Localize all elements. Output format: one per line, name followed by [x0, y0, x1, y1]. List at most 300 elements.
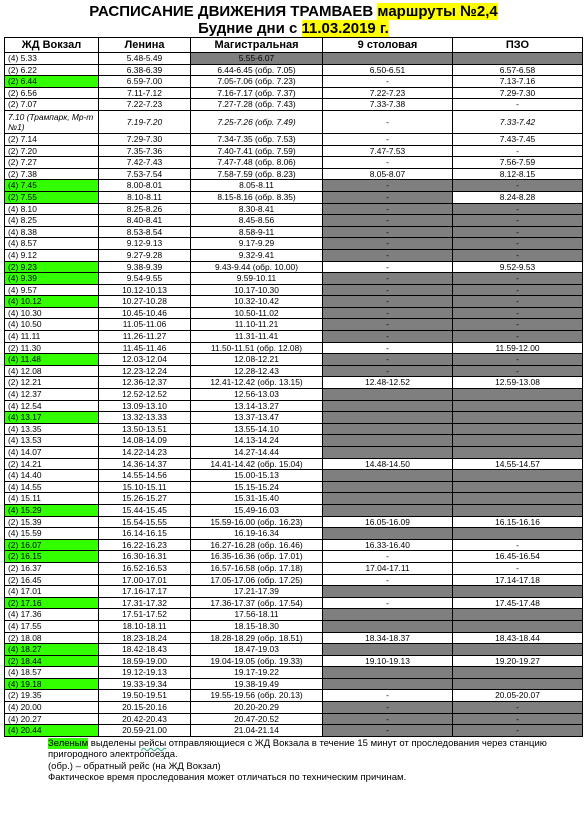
- table-row: [5, 180, 583, 192]
- table-cell: (4) 13.53: [5, 435, 99, 447]
- table-cell: 7.47-7.48 (обр. 8.06): [191, 157, 323, 169]
- table-cell: -: [323, 273, 453, 285]
- table-cell: 18.59-19.00: [99, 655, 191, 667]
- table-cell: (4) 20.44: [5, 725, 99, 737]
- table-cell: 14.55-14.56: [99, 470, 191, 482]
- table-cell: (4) 12.54: [5, 400, 99, 412]
- table-cell: 16.35-16.36 (обр. 17.01): [191, 551, 323, 563]
- table-cell: -: [323, 319, 453, 331]
- table-cell: (4) 19.18: [5, 678, 99, 690]
- table-cell: 17.05-17.06 (обр. 17.25): [191, 574, 323, 586]
- table-row: [5, 644, 583, 656]
- table-cell: 10.32-10.42: [191, 296, 323, 308]
- table-row: [5, 562, 583, 574]
- table-cell: -: [323, 226, 453, 238]
- table-cell: 20.47-20.52: [191, 713, 323, 725]
- table-cell: 19.55-19.56 (обр. 20.13): [191, 690, 323, 702]
- table-cell: 8.24-8.28: [453, 191, 583, 203]
- table-cell: 11.31-11.41: [191, 331, 323, 343]
- table-cell: (4) 13.17: [5, 412, 99, 424]
- table-cell: -: [453, 226, 583, 238]
- table-cell: 12.28-12.43: [191, 365, 323, 377]
- table-cell: 12.23-12.24: [99, 365, 191, 377]
- table-row: [5, 145, 583, 157]
- table-cell: 6.59-7.00: [99, 76, 191, 88]
- table-cell: (4) 5.33: [5, 53, 99, 65]
- table-cell: 15.54-15.55: [99, 516, 191, 528]
- table-cell: -: [453, 238, 583, 250]
- table-cell: 11.45-11.46: [99, 342, 191, 354]
- table-cell: 15.26-15.27: [99, 493, 191, 505]
- table-cell: [453, 667, 583, 679]
- table-cell: 17.14-17.18: [453, 574, 583, 586]
- table-cell: 16.45-16.54: [453, 551, 583, 563]
- table-cell: 15.10-15.11: [99, 481, 191, 493]
- table-cell: (4) 10.50: [5, 319, 99, 331]
- table-cell: -: [453, 273, 583, 285]
- table-cell: (4) 10.30: [5, 307, 99, 319]
- table-cell: [323, 620, 453, 632]
- table-cell: 14.27-14.44: [191, 447, 323, 459]
- table-cell: -: [453, 307, 583, 319]
- col-header-lenina: Ленина: [99, 38, 191, 53]
- table-cell: 18.42-18.43: [99, 644, 191, 656]
- table-row: [5, 678, 583, 690]
- table-cell: 13.09-13.10: [99, 400, 191, 412]
- table-cell: 8.45-8.56: [191, 215, 323, 227]
- table-row: [5, 133, 583, 145]
- table-cell: 7.53-7.54: [99, 168, 191, 180]
- table-cell: (2) 16.15: [5, 551, 99, 563]
- table-cell: 7.40-7.41 (обр. 7.59): [191, 145, 323, 157]
- table-cell: 8.15-8.16 (обр. 8.35): [191, 191, 323, 203]
- table-cell: (2) 7.55: [5, 191, 99, 203]
- table-cell: [323, 481, 453, 493]
- table-cell: 18.15-18.30: [191, 620, 323, 632]
- table-cell: 10.45-10.46: [99, 307, 191, 319]
- table-cell: -: [453, 215, 583, 227]
- table-cell: 8.12-8.15: [453, 168, 583, 180]
- table-cell: [453, 586, 583, 598]
- table-cell: -: [323, 551, 453, 563]
- table-cell: 7.33-7.38: [323, 99, 453, 111]
- table-cell: 7.25-7.26 (обр. 7.49): [191, 110, 323, 133]
- table-cell: (2) 9.23: [5, 261, 99, 273]
- col-header-pzo: ПЗО: [453, 38, 583, 53]
- table-cell: -: [323, 354, 453, 366]
- footnote-actual-time: Фактическое время проследования может отличаться по техническим причинам.: [48, 772, 407, 784]
- table-cell: -: [453, 249, 583, 261]
- table-cell: 7.16-7.17 (обр. 7.37): [191, 87, 323, 99]
- table-cell: -: [453, 180, 583, 192]
- table-cell: [323, 423, 453, 435]
- table-cell: (4) 15.29: [5, 504, 99, 516]
- table-cell: (2) 14.21: [5, 458, 99, 470]
- table-cell: -: [453, 319, 583, 331]
- table-cell: 6.50-6.51: [323, 64, 453, 76]
- table-cell: 16.57-16.58 (обр. 17.18): [191, 562, 323, 574]
- table-header-row: [5, 38, 583, 53]
- table-cell: 7.10 (Трампарк, Мр-т №1): [5, 110, 99, 133]
- table-row: [5, 365, 583, 377]
- table-cell: 20.05-20.07: [453, 690, 583, 702]
- table-cell: 18.47-19.03: [191, 644, 323, 656]
- table-cell: 18.43-18.44: [453, 632, 583, 644]
- table-row: [5, 481, 583, 493]
- table-cell: 16.33-16.40: [323, 539, 453, 551]
- table-cell: 17.56-18.11: [191, 609, 323, 621]
- table-cell: 19.20-19.27: [453, 655, 583, 667]
- table-cell: (2) 7.07: [5, 99, 99, 111]
- table-cell: [323, 447, 453, 459]
- table-cell: (4) 13.35: [5, 423, 99, 435]
- table-row: [5, 87, 583, 99]
- table-cell: 12.56-13.03: [191, 389, 323, 401]
- table-cell: [453, 53, 583, 65]
- footnote-green-word: Зеленым: [48, 737, 89, 749]
- table-cell: (4) 9.57: [5, 284, 99, 296]
- table-cell: 12.52-12.52: [99, 389, 191, 401]
- table-cell: (2) 16.37: [5, 562, 99, 574]
- table-cell: -: [453, 562, 583, 574]
- table-cell: 13.55-14.10: [191, 423, 323, 435]
- table-row: [5, 539, 583, 551]
- table-cell: 7.58-7.59 (обр. 8.23): [191, 168, 323, 180]
- table-cell: [323, 678, 453, 690]
- table-cell: 17.45-17.48: [453, 597, 583, 609]
- table-cell: [453, 389, 583, 401]
- table-cell: (4) 12.37: [5, 389, 99, 401]
- table-cell: (4) 8.25: [5, 215, 99, 227]
- table-cell: 16.05-16.09: [323, 516, 453, 528]
- table-cell: 8.25-8.26: [99, 203, 191, 215]
- table-cell: [453, 470, 583, 482]
- table-row: [5, 226, 583, 238]
- table-cell: 21.04-21.14: [191, 725, 323, 737]
- table-cell: 9.38-9.39: [99, 261, 191, 273]
- table-cell: -: [453, 539, 583, 551]
- table-cell: 9.32-9.41: [191, 249, 323, 261]
- schedule-subtitle: [0, 20, 587, 37]
- table-cell: 12.03-12.04: [99, 354, 191, 366]
- table-row: [5, 702, 583, 714]
- table-cell: 10.17-10.30: [191, 284, 323, 296]
- table-cell: -: [453, 284, 583, 296]
- table-row: [5, 632, 583, 644]
- table-cell: 7.35-7.36: [99, 145, 191, 157]
- table-cell: -: [323, 702, 453, 714]
- table-cell: 9.17-9.29: [191, 238, 323, 250]
- table-cell: -: [453, 725, 583, 737]
- table-cell: [323, 389, 453, 401]
- table-row: [5, 667, 583, 679]
- table-cell: 7.22-7.23: [323, 87, 453, 99]
- table-cell: -: [323, 307, 453, 319]
- table-cell: (2) 18.44: [5, 655, 99, 667]
- table-row: [5, 528, 583, 540]
- table-cell: (4) 15.11: [5, 493, 99, 505]
- table-cell: -: [323, 296, 453, 308]
- table-cell: 17.31-17.32: [99, 597, 191, 609]
- footnotes: [48, 738, 587, 784]
- table-cell: 12.59-13.08: [453, 377, 583, 389]
- table-cell: [323, 644, 453, 656]
- table-cell: 13.50-13.51: [99, 423, 191, 435]
- table-row: [5, 64, 583, 76]
- table-cell: 8.00-8.01: [99, 180, 191, 192]
- table-cell: 13.37-13.47: [191, 412, 323, 424]
- table-cell: [453, 435, 583, 447]
- table-row: [5, 203, 583, 215]
- table-cell: 8.30-8.41: [191, 203, 323, 215]
- table-cell: 16.19-16.34: [191, 528, 323, 540]
- table-row: [5, 447, 583, 459]
- table-row: [5, 238, 583, 250]
- table-cell: 11.50-11.51 (обр. 12.08): [191, 342, 323, 354]
- table-cell: 16.14-16.15: [99, 528, 191, 540]
- table-cell: (2) 7.38: [5, 168, 99, 180]
- table-cell: 6.57-6.58: [453, 64, 583, 76]
- table-cell: 17.36-17.37 (обр. 17.54): [191, 597, 323, 609]
- table-cell: (4) 15.59: [5, 528, 99, 540]
- table-cell: -: [323, 284, 453, 296]
- table-cell: [453, 412, 583, 424]
- table-row: [5, 168, 583, 180]
- table-cell: [323, 586, 453, 598]
- table-cell: (4) 11.48: [5, 354, 99, 366]
- table-row: [5, 516, 583, 528]
- table-cell: -: [323, 342, 453, 354]
- table-cell: (4) 17.01: [5, 586, 99, 598]
- table-cell: 7.42-7.43: [99, 157, 191, 169]
- table-cell: 15.31-15.40: [191, 493, 323, 505]
- table-cell: -: [323, 249, 453, 261]
- table-cell: (4) 11.11: [5, 331, 99, 343]
- table-cell: 9.54-9.55: [99, 273, 191, 285]
- table-cell: 17.21-17.39: [191, 586, 323, 598]
- table-cell: (4) 17.36: [5, 609, 99, 621]
- table-cell: [453, 504, 583, 516]
- table-row: [5, 400, 583, 412]
- table-cell: (4) 9.39: [5, 273, 99, 285]
- table-cell: 7.05-7.06 (обр. 7.23): [191, 76, 323, 88]
- table-cell: [453, 620, 583, 632]
- table-row: [5, 319, 583, 331]
- table-cell: (2) 7.20: [5, 145, 99, 157]
- table-row: [5, 377, 583, 389]
- schedule-table: [4, 37, 583, 737]
- table-cell: 18.34-18.37: [323, 632, 453, 644]
- table-cell: 15.00-15.13: [191, 470, 323, 482]
- table-cell: 12.36-12.37: [99, 377, 191, 389]
- table-cell: (4) 17.55: [5, 620, 99, 632]
- table-row: [5, 504, 583, 516]
- table-cell: 19.10-19.13: [323, 655, 453, 667]
- table-cell: 20.59-21.00: [99, 725, 191, 737]
- footnote-return-trip: (обр.) – обратный рейс (на ЖД Вокзал): [48, 760, 221, 772]
- footnote-text: выделены: [88, 737, 139, 749]
- table-cell: (4) 8.10: [5, 203, 99, 215]
- table-cell: 9.12-9.13: [99, 238, 191, 250]
- table-cell: 15.44-15.45: [99, 504, 191, 516]
- table-cell: -: [453, 331, 583, 343]
- table-cell: (4) 9.12: [5, 249, 99, 261]
- table-row: [5, 655, 583, 667]
- table-cell: -: [453, 203, 583, 215]
- table-cell: [453, 644, 583, 656]
- table-cell: -: [453, 702, 583, 714]
- table-row: [5, 307, 583, 319]
- table-cell: 19.33-19.34: [99, 678, 191, 690]
- title-routes: маршруты №2,4: [377, 3, 498, 20]
- table-cell: -: [323, 215, 453, 227]
- table-row: [5, 725, 583, 737]
- table-cell: 19.12-19.13: [99, 667, 191, 679]
- table-cell: 7.19-7.20: [99, 110, 191, 133]
- table-cell: 16.30-16.31: [99, 551, 191, 563]
- table-row: [5, 412, 583, 424]
- table-cell: 6.38-6.39: [99, 64, 191, 76]
- table-cell: 14.41-14.42 (обр. 15.04): [191, 458, 323, 470]
- subtitle-date: 11.03.2019 г.: [301, 20, 389, 37]
- table-cell: -: [323, 191, 453, 203]
- table-cell: -: [453, 713, 583, 725]
- col-header-zhd-vokzal: ЖД Вокзал: [5, 38, 99, 53]
- table-cell: 12.48-12.52: [323, 377, 453, 389]
- table-cell: 7.13-7.16: [453, 76, 583, 88]
- table-cell: (2) 17.16: [5, 597, 99, 609]
- table-cell: -: [323, 725, 453, 737]
- table-cell: (2) 12.21: [5, 377, 99, 389]
- table-cell: [323, 493, 453, 505]
- table-cell: 13.14-13.27: [191, 400, 323, 412]
- table-row: [5, 435, 583, 447]
- table-cell: 15.15-15.24: [191, 481, 323, 493]
- table-cell: 19.17-19.22: [191, 667, 323, 679]
- table-cell: -: [323, 203, 453, 215]
- table-cell: [323, 412, 453, 424]
- table-cell: -: [323, 574, 453, 586]
- table-cell: 16.15-16.16: [453, 516, 583, 528]
- table-cell: 14.08-14.09: [99, 435, 191, 447]
- table-cell: (2) 7.14: [5, 133, 99, 145]
- table-cell: -: [323, 365, 453, 377]
- table-row: [5, 620, 583, 632]
- table-cell: (4) 12.08: [5, 365, 99, 377]
- table-cell: (4) 20.00: [5, 702, 99, 714]
- table-cell: -: [323, 110, 453, 133]
- table-cell: 10.27-10.28: [99, 296, 191, 308]
- table-cell: (2) 6.44: [5, 76, 99, 88]
- table-row: [5, 157, 583, 169]
- table-cell: 9.27-9.28: [99, 249, 191, 261]
- table-cell: -: [453, 99, 583, 111]
- table-cell: [323, 528, 453, 540]
- table-cell: (4) 20.27: [5, 713, 99, 725]
- table-cell: [323, 504, 453, 516]
- table-cell: 19.50-19.51: [99, 690, 191, 702]
- table-cell: 18.28-18.29 (обр. 18.51): [191, 632, 323, 644]
- table-cell: -: [323, 238, 453, 250]
- table-cell: 10.12-10.13: [99, 284, 191, 296]
- table-row: [5, 342, 583, 354]
- table-cell: (4) 14.55: [5, 481, 99, 493]
- table-cell: 7.29-7.30: [453, 87, 583, 99]
- table-cell: 7.22-7.23: [99, 99, 191, 111]
- table-cell: 7.29-7.30: [99, 133, 191, 145]
- table-cell: (4) 14.07: [5, 447, 99, 459]
- table-cell: -: [323, 261, 453, 273]
- table-cell: (4) 14.40: [5, 470, 99, 482]
- table-cell: 7.27-7.28 (обр. 7.43): [191, 99, 323, 111]
- table-cell: [453, 528, 583, 540]
- table-cell: 11.05-11.06: [99, 319, 191, 331]
- table-row: [5, 551, 583, 563]
- col-header-9-stolovaya: 9 столовая: [323, 38, 453, 53]
- table-cell: (2) 19.35: [5, 690, 99, 702]
- table-cell: [453, 609, 583, 621]
- table-cell: (2) 16.07: [5, 539, 99, 551]
- table-cell: 16.27-16.28 (обр. 16.46): [191, 539, 323, 551]
- table-cell: 11.59-12.00: [453, 342, 583, 354]
- table-cell: -: [323, 690, 453, 702]
- table-cell: (2) 6.22: [5, 64, 99, 76]
- table-cell: 6.44-6.45 (обр. 7.05): [191, 64, 323, 76]
- table-cell: -: [453, 354, 583, 366]
- table-cell: [453, 678, 583, 690]
- table-row: [5, 389, 583, 401]
- table-cell: 18.10-18.11: [99, 620, 191, 632]
- table-row: [5, 99, 583, 111]
- table-row: [5, 249, 583, 261]
- table-cell: [453, 400, 583, 412]
- table-cell: 7.56-7.59: [453, 157, 583, 169]
- schedule-title: [0, 0, 587, 20]
- table-row: [5, 690, 583, 702]
- table-cell: (4) 7.45: [5, 180, 99, 192]
- table-cell: (2) 15.39: [5, 516, 99, 528]
- table-row: [5, 76, 583, 88]
- table-cell: 14.48-14.50: [323, 458, 453, 470]
- table-row: [5, 296, 583, 308]
- table-cell: -: [323, 180, 453, 192]
- table-cell: -: [323, 597, 453, 609]
- table-cell: (4) 10.12: [5, 296, 99, 308]
- table-cell: -: [453, 365, 583, 377]
- table-cell: 20.20-20.29: [191, 702, 323, 714]
- table-cell: [323, 470, 453, 482]
- table-cell: 17.16-17.17: [99, 586, 191, 598]
- table-row: [5, 354, 583, 366]
- table-row: [5, 597, 583, 609]
- table-cell: 16.22-16.23: [99, 539, 191, 551]
- table-row: [5, 215, 583, 227]
- table-cell: (2) 6.56: [5, 87, 99, 99]
- table-body: [5, 53, 583, 737]
- table-cell: 11.26-11.27: [99, 331, 191, 343]
- table-cell: [453, 493, 583, 505]
- table-cell: 8.10-8.11: [99, 191, 191, 203]
- table-cell: (2) 7.27: [5, 157, 99, 169]
- schedule-header: [0, 0, 587, 37]
- table-cell: 12.41-12.42 (обр. 13.15): [191, 377, 323, 389]
- table-cell: 8.40-8.41: [99, 215, 191, 227]
- table-cell: 14.22-14.23: [99, 447, 191, 459]
- table-cell: -: [323, 157, 453, 169]
- table-cell: 15.59-16.00 (обр. 16.23): [191, 516, 323, 528]
- table-cell: 9.43-9.44 (обр. 10.00): [191, 261, 323, 273]
- table-cell: [453, 447, 583, 459]
